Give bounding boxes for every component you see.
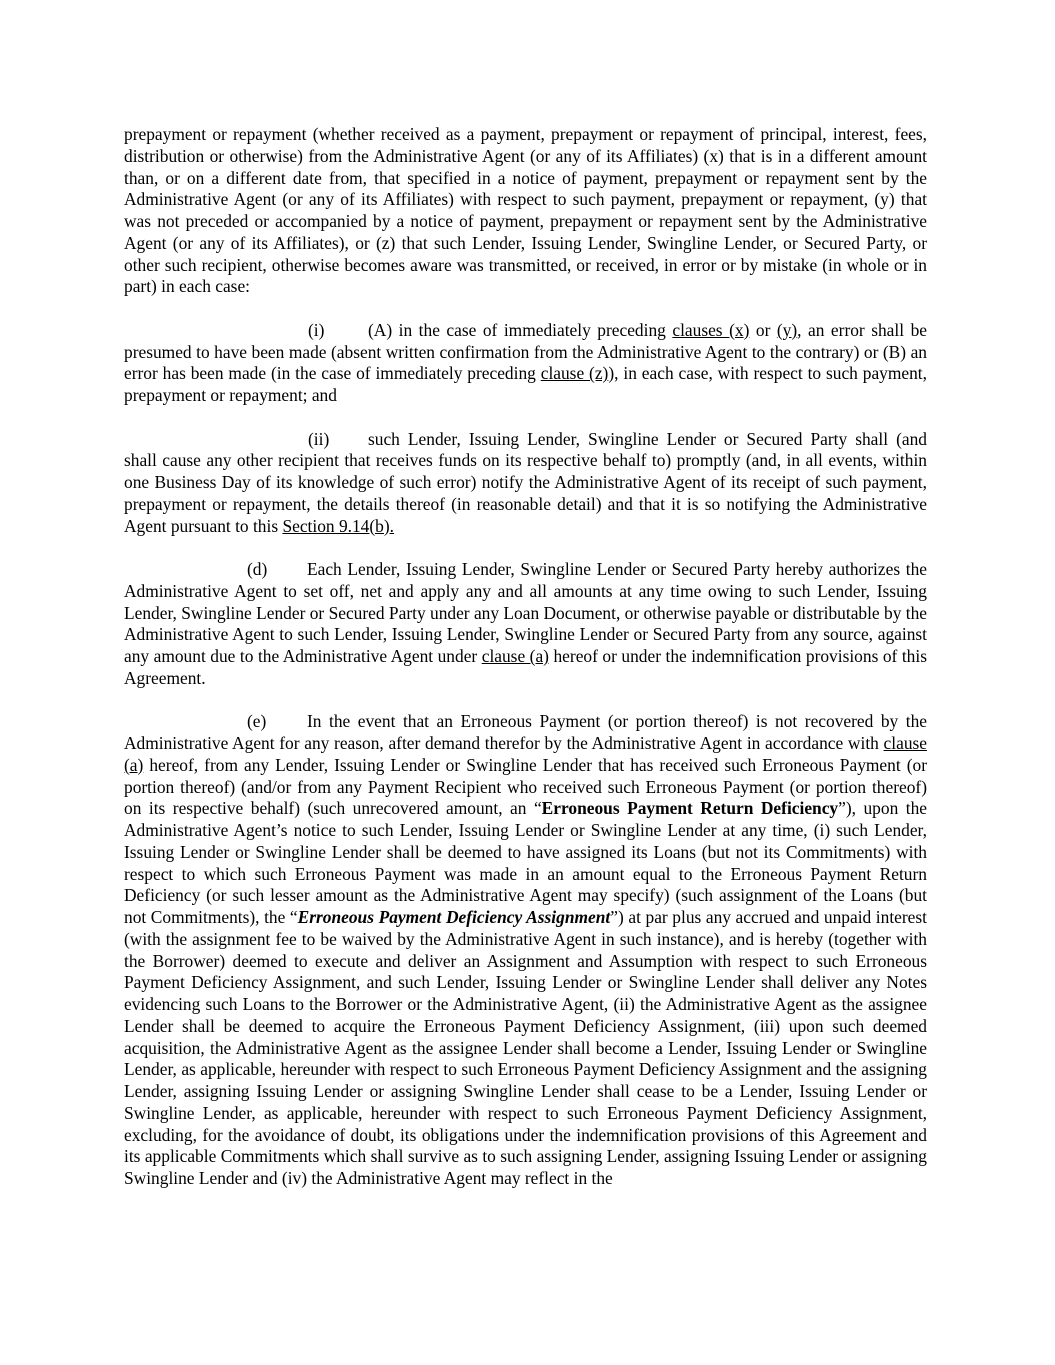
paragraph-d-marker: (d)	[247, 559, 268, 579]
paragraph-e-text-2: hereof, from any Lender, Issuing Lender or Swingline Lender that has received such Erroneous Payment (or portion thereof) (and/or from any Payment Recipient who received such Erroneous Payment (or portion thereof) on its respective behalf) (such unrecovered amount, an “	[124, 754, 927, 819]
clause-a-reference: clause (a)	[124, 733, 927, 775]
defined-term-deficiency-assignment: Erroneous Payment Deficiency Assignment	[297, 907, 611, 927]
paragraph-c-continuation: prepayment or repayment (whether received as a payment, prepayment or repayment of principal, interest, fees, distribution or otherwise) from the Administrative Agent (or any of its Affiliates) (x) that is in a different amount than, or on a different date from, that specified in a notice of payment, prepayment or repayment sent by the Administrative Agent (or any of its Affiliates) with respect to such payment, prepayment or repayment, (y) that was not preceded or accompanied by a notice of payment, prepayment or repayment sent by the Administrative Agent (or any of its Affiliates), or (z) that such Lender, Issuing Lender, Swingline Lender, or Secured Party, or other such recipient, otherwise becomes aware was transmitted, or received, in error or by mistake (in whole or in part) in each case:	[124, 124, 927, 297]
clause-x-reference: clauses (x)	[672, 319, 750, 340]
paragraph-d-text-2: hereof or under the indemnification provisions of this Agreement.	[124, 646, 927, 688]
clause-z-reference: clause (z)	[540, 363, 609, 384]
paragraph-e-text-1: In the event that an Erroneous Payment (or portion thereof) is not recovered by the Administrative Agent for any reason, after demand therefor by the Administrative Agent in accordance with	[124, 711, 927, 753]
subparagraph-ii-text-1: such Lender, Issuing Lender, Swingline Lender or Secured Party shall (and shall cause any other recipient that receives funds on its respective behalf to) promptly (and, in all events, within one Business Day of its knowledge of such error) notify the Administrative Agent of its receipt of such payment, prepayment or repayment, the details thereof (in reasonable detail) and that it is so notifying the Administrative Agent pursuant to this	[124, 428, 927, 536]
paragraph-e-text-4: ”) at par plus any accrued and unpaid interest (with the assignment fee to be waived by the Administrative Agent in such instance), and is hereby (together with the Borrower) deemed to execute and deliver an Assignment and Assumption with respect to such Erroneous Payment Deficiency Assignment, and such Lender, Issuing Lender or Swingline Lender shall deliver any Notes evidencing such Loans to the Borrower or the Administrative Agent, (ii) the Administrative Agent as the assignee Lender shall be deemed to acquire the Erroneous Payment Deficiency Assignment, (iii) upon such deemed acquisition, the Administrative Agent as the assignee Lender shall become a Lender, Issuing Lender or Swingline Lender, as applicable, hereunder with respect to such Erroneous Payment Deficiency Assignment and the assigning Lender, assigning Issuing Lender or assigning Swingline Lender shall cease to be a Lender, Issuing Lender or Swingline Lender, as applicable, hereunder with respect to such Erroneous Payment Deficiency Assignment, excluding, for the avoidance of doubt, its obligations under the indemnification provisions of this Agreement and its applicable Commitments which shall survive as to such assigning Lender, assigning Issuing Lender or assigning Swingline Lender and (iv) the Administrative Agent may reflect in the	[124, 907, 927, 1188]
subparagraph-i-text-1: (A) in the case of immediately preceding	[368, 319, 673, 340]
subparagraph-i-text-4: ), in each case, with respect to such payment, prepayment or repayment; and	[124, 363, 927, 405]
paragraph-d	[124, 559, 927, 690]
subparagraph-i-text-2: or	[749, 319, 777, 340]
clause-a-reference: clause (a)	[481, 646, 549, 666]
defined-term-return-deficiency: Erroneous Payment Return Deficiency	[541, 798, 839, 819]
section-9-14-b-reference: Section 9.14(b).	[282, 515, 395, 536]
paragraph-e	[124, 711, 927, 1190]
paragraph-e-marker: (e)	[247, 711, 267, 732]
document-page	[124, 124, 927, 1212]
subparagraph-ii-marker: (ii)	[308, 428, 330, 449]
paragraph-d-text-1: Each Lender, Issuing Lender, Swingline Lender or Secured Party hereby authorizes the Administrative Agent to set off, net and apply any and all amounts at any time owing to such Lender, Issuing Lender, Swingline Lender or Secured Party under any Loan Document, or otherwise payable or distributable by the Administrative Agent to such Lender, Issuing Lender, Swingline Lender or Secured Party from any source, against any amount due to the Administrative Agent under	[124, 559, 927, 666]
subparagraph-i-text-3: , an error shall be presumed to have been made (absent written confirmation from the Administrative Agent to the contrary) or (B) an error has been made (in the case of immediately preceding	[124, 319, 927, 384]
paragraph-e-text-3: ”), upon the Administrative Agent’s notice to such Lender, Issuing Lender or Swingline Lender at any time, (i) such Lender, Issuing Lender or Swingline Lender shall be deemed to have assigned its Loans (but not its Commitments) with respect to which such Erroneous Payment was made in an amount equal to the Erroneous Payment Return Deficiency (or such lesser amount as the Administrative Agent may specify) (such assignment of the Loans (but not Commitments), the “	[124, 798, 927, 927]
subparagraph-ii	[124, 429, 927, 538]
subparagraph-i	[124, 320, 927, 407]
clause-y-reference: (y)	[776, 319, 798, 340]
subparagraph-i-marker: (i)	[308, 319, 325, 340]
